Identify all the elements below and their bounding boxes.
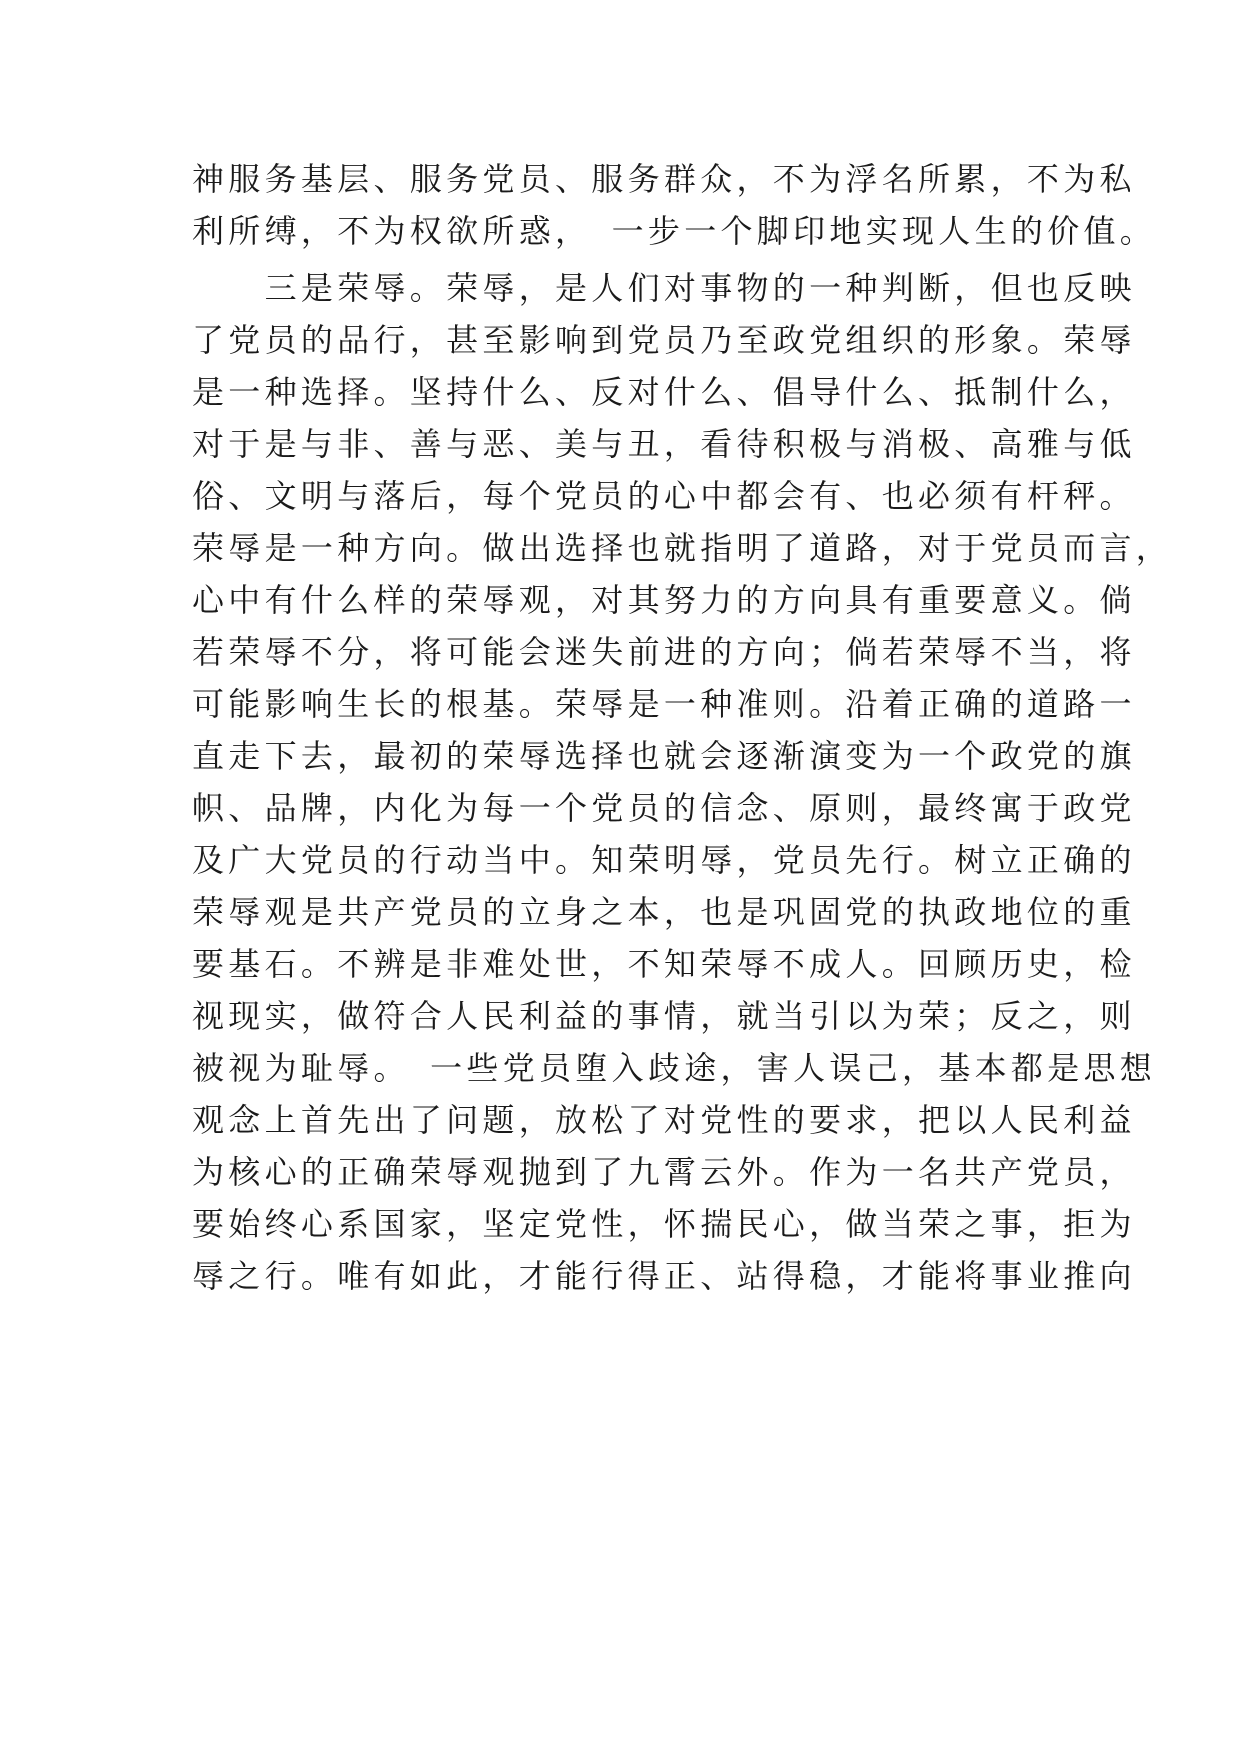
text-line: 要始终心系国家，坚定党性，怀揣民心，做当荣之事，拒为 — [192, 1205, 1136, 1243]
text-line: 荣辱观是共产党员的立身之本，也是巩固党的执政地位的重 — [192, 893, 1136, 931]
text-line: 辱之行。唯有如此，才能行得正、站得稳，才能将事业推向 — [192, 1257, 1136, 1295]
text-line: 对于是与非、善与恶、美与丑，看待积极与消极、高雅与低 — [192, 425, 1136, 463]
text-line: 观念上首先出了问题，放松了对党性的要求，把以人民利益 — [192, 1101, 1136, 1139]
text-line: 直走下去，最初的荣辱选择也就会逐渐演变为一个政党的旗 — [192, 737, 1136, 775]
text-line: 心中有什么样的荣辱观，对其努力的方向具有重要意义。倘 — [192, 581, 1136, 619]
text-line: 利所缚，不为权欲所惑， 一步一个脚印地实现人生的价值。 — [192, 212, 1157, 250]
text-line: 是一种选择。坚持什么、反对什么、倡导什么、抵制什么， — [192, 373, 1136, 411]
text-line: 及广大党员的行动当中。知荣明辱，党员先行。树立正确的 — [192, 841, 1136, 879]
text-line: 帜、品牌，内化为每一个党员的信念、原则，最终寓于政党 — [192, 789, 1136, 827]
text-line: 了党员的品行，甚至影响到党员乃至政党组织的形象。荣辱 — [192, 321, 1136, 359]
text-line: 俗、文明与落后，每个党员的心中都会有、也必须有杆秤。 — [192, 477, 1136, 515]
text-line: 要基石。不辨是非难处世，不知荣辱不成人。回顾历史，检 — [192, 945, 1136, 983]
text-line: 为核心的正确荣辱观抛到了九霄云外。作为一名共产党员， — [192, 1153, 1136, 1191]
text-line: 可能影响生长的根基。荣辱是一种准则。沿着正确的道路一 — [192, 685, 1136, 723]
body-text — [192, 153, 1173, 1302]
text-line: 视现实，做符合人民利益的事情，就当引以为荣；反之，则 — [192, 997, 1136, 1035]
text-line: 神服务基层、服务党员、服务群众，不为浮名所累，不为私 — [192, 160, 1136, 198]
paragraph-start-line: 三是荣辱。荣辱，是人们对事物的一种判断，但也反映 — [192, 269, 1136, 307]
text-line: 若荣辱不分，将可能会迷失前进的方向；倘若荣辱不当，将 — [192, 633, 1136, 671]
text-line: 荣辱是一种方向。做出选择也就指明了道路，对于党员而言， — [192, 529, 1173, 567]
text-line: 被视为耻辱。 一些党员堕入歧途，害人误己，基本都是思想 — [192, 1049, 1157, 1087]
